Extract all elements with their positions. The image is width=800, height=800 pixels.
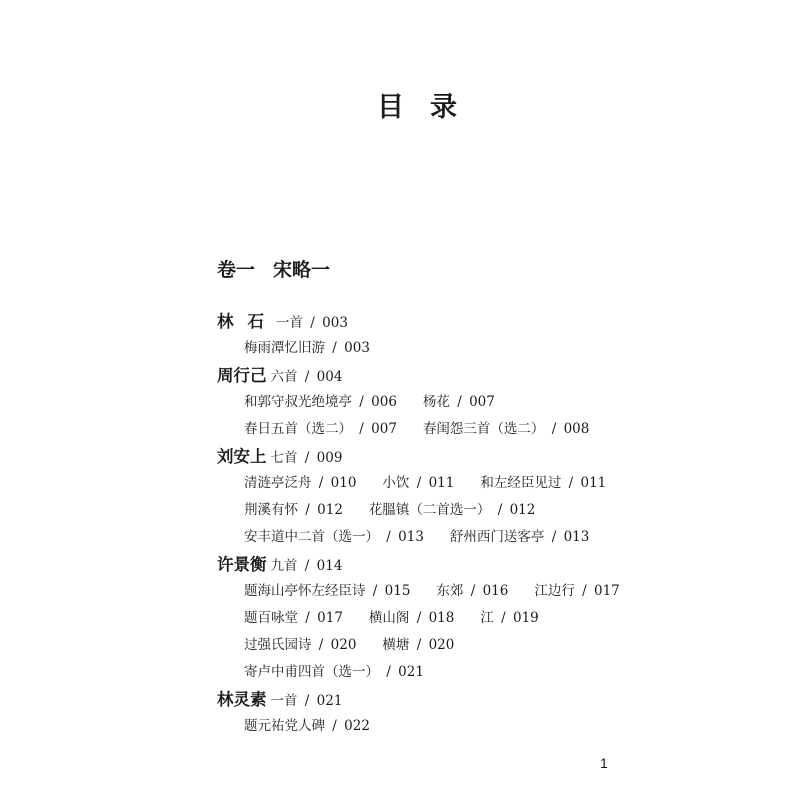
poem-title: 题海山亭怀左经臣诗 <box>244 583 366 599</box>
poem-page-number: 013 <box>563 529 590 545</box>
author-name: 林石 <box>217 312 278 331</box>
poem-title: 东郊 <box>436 583 464 599</box>
poem-page-number: 010 <box>330 475 357 491</box>
page-number: 1 <box>600 755 608 771</box>
toc-poem-row <box>217 389 777 416</box>
toc-poem-entry: 梅雨潭忆旧游 / 003 <box>244 340 370 356</box>
toc-poem-entry: 题元祐党人碑 / 022 <box>244 718 370 734</box>
toc-poem-entry: 东郊 / 016 <box>436 583 509 599</box>
poem-title: 寄卢中甫四首（选一） <box>244 664 379 680</box>
toc-poem-row <box>217 524 777 551</box>
toc-poem-entry: 横塘 / 020 <box>382 637 455 653</box>
poem-title: 和郭守叔光绝境亭 <box>244 394 352 410</box>
toc-poem-entry: 题海山亭怀左经臣诗 / 015 <box>244 583 411 599</box>
table-of-contents <box>217 308 777 740</box>
poem-count-label: 九首 <box>270 558 298 574</box>
page-title: 目录 <box>377 92 483 123</box>
toc-author-entry <box>217 362 777 389</box>
poem-title: 题百咏堂 <box>244 610 298 626</box>
poem-title: 春日五首（选二） <box>244 421 352 437</box>
poem-page-number: 007 <box>371 421 397 437</box>
toc-author-entry <box>217 551 777 578</box>
toc-poem-entry: 过强氏园诗 / 020 <box>244 637 357 653</box>
poem-title: 过强氏园诗 <box>244 637 312 653</box>
poem-title: 梅雨潭忆旧游 <box>244 340 325 356</box>
poem-page-number: 021 <box>398 664 424 680</box>
toc-poem-row <box>217 713 777 740</box>
poem-title: 安丰道中二首（选一） <box>244 529 379 545</box>
author-name: 林灵素 <box>217 690 267 709</box>
toc-poem-entry: 春闺怨三首（选二） / 008 <box>422 421 590 437</box>
poem-title: 清涟亭泛舟 <box>244 475 312 491</box>
poem-title: 花膃镇（二首选一） <box>368 502 491 518</box>
poem-page-number: 013 <box>398 529 424 545</box>
toc-poem-row <box>217 605 777 632</box>
toc-poem-row <box>217 659 777 686</box>
toc-poem-entry: 江 / 019 <box>480 610 539 626</box>
toc-poem-entry: 寄卢中甫四首（选一） / 021 <box>244 664 424 680</box>
toc-poem-entry: 横山阁 / 018 <box>368 610 455 626</box>
poem-page-number: 015 <box>384 583 411 599</box>
toc-poem-entry: 江边行 / 017 <box>534 583 620 599</box>
toc-author-entry <box>217 686 777 713</box>
volume-heading <box>217 256 330 284</box>
author-page-number: 014 <box>316 558 343 574</box>
author-poem-count: 六首 / 004 <box>270 369 343 385</box>
poem-title: 舒州西门送客亭 <box>449 529 545 545</box>
author-poem-count: 七首 / 009 <box>270 450 343 466</box>
poem-title: 杨花 <box>422 394 450 410</box>
poem-count-label: 一首 <box>270 693 298 709</box>
toc-author-entry <box>217 308 777 335</box>
poem-page-number: 011 <box>428 475 455 491</box>
poem-page-number: 017 <box>317 610 343 626</box>
poem-page-number: 020 <box>330 637 357 653</box>
poem-page-number: 018 <box>428 610 455 626</box>
author-poem-count: 一首 / 021 <box>270 693 343 709</box>
toc-poem-row <box>217 497 777 524</box>
poem-count-label: 一首 <box>276 315 303 331</box>
poem-page-number: 006 <box>371 394 397 410</box>
toc-poem-row <box>217 335 777 362</box>
poem-title: 春闺怨三首（选二） <box>422 421 545 437</box>
toc-poem-row <box>217 578 777 605</box>
author-name: 刘安上 <box>217 447 267 466</box>
author-page-number: 021 <box>316 693 343 709</box>
author-poem-count: 一首 / 003 <box>276 315 348 331</box>
poem-page-number: 020 <box>428 637 455 653</box>
toc-poem-entry: 小饮 / 011 <box>382 475 455 491</box>
author-name: 许景衡 <box>217 555 267 574</box>
poem-title: 和左经臣见过 <box>480 475 562 491</box>
poem-page-number: 012 <box>317 502 343 518</box>
toc-poem-row <box>217 470 777 497</box>
poem-count-label: 七首 <box>270 450 298 466</box>
volume-name: 宋略一 <box>273 259 331 281</box>
poem-title: 江 <box>480 610 494 626</box>
poem-page-number: 022 <box>344 718 370 734</box>
toc-poem-entry: 春日五首（选二） / 007 <box>244 421 397 437</box>
poem-title: 横山阁 <box>368 610 410 626</box>
poem-page-number: 019 <box>512 610 539 626</box>
poem-count-label: 六首 <box>270 369 298 385</box>
poem-page-number: 003 <box>344 340 370 356</box>
toc-poem-row <box>217 416 777 443</box>
poem-page-number: 016 <box>482 583 509 599</box>
poem-page-number: 007 <box>469 394 495 410</box>
poem-title: 小饮 <box>382 475 410 491</box>
toc-poem-entry: 杨花 / 007 <box>422 394 495 410</box>
toc-poem-entry: 清涟亭泛舟 / 010 <box>244 475 357 491</box>
poem-page-number: 008 <box>563 421 590 437</box>
author-page-number: 009 <box>316 450 343 466</box>
poem-page-number: 017 <box>593 583 620 599</box>
toc-poem-entry: 舒州西门送客亭 / 013 <box>449 529 590 545</box>
volume-label: 卷一 <box>217 259 256 281</box>
toc-poem-entry: 和郭守叔光绝境亭 / 006 <box>244 394 397 410</box>
toc-poem-row <box>217 632 777 659</box>
toc-author-entry <box>217 443 777 470</box>
author-page-number: 003 <box>322 315 348 331</box>
toc-poem-entry: 安丰道中二首（选一） / 013 <box>244 529 424 545</box>
author-name: 周行己 <box>217 366 267 385</box>
poem-page-number: 011 <box>580 475 607 491</box>
author-poem-count: 九首 / 014 <box>270 558 343 574</box>
poem-page-number: 012 <box>509 502 536 518</box>
poem-title: 荆溪有怀 <box>244 502 298 518</box>
toc-poem-entry: 花膃镇（二首选一） / 012 <box>368 502 536 518</box>
poem-title: 题元祐党人碑 <box>244 718 325 734</box>
toc-poem-entry: 题百咏堂 / 017 <box>244 610 343 626</box>
poem-title: 江边行 <box>534 583 575 599</box>
toc-poem-entry: 和左经臣见过 / 011 <box>480 475 607 491</box>
author-page-number: 004 <box>316 369 343 385</box>
poem-title: 横塘 <box>382 637 410 653</box>
toc-poem-entry: 荆溪有怀 / 012 <box>244 502 343 518</box>
